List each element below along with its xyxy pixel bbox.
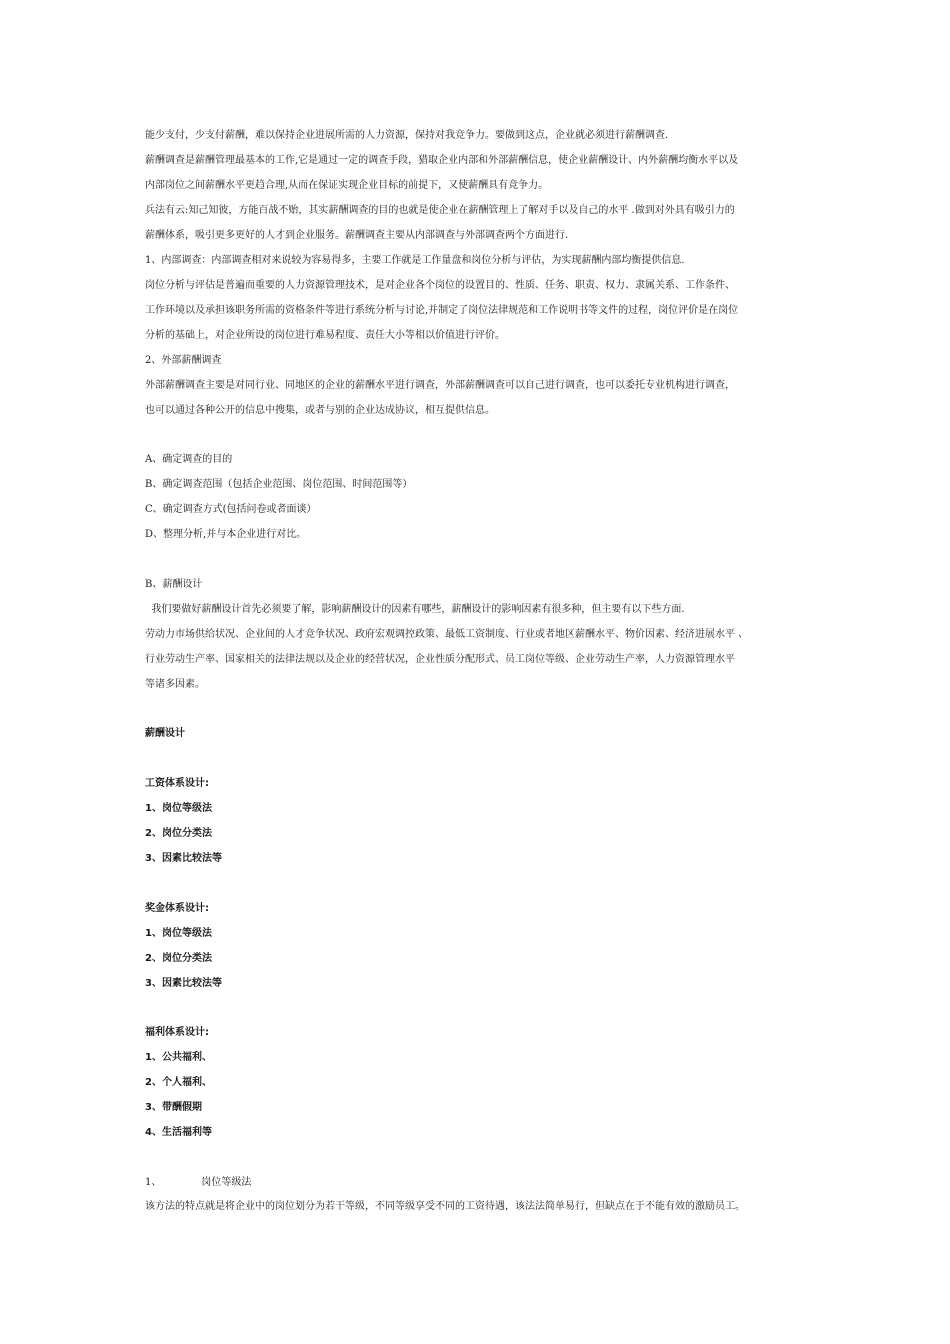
wage-system-heading: 工资体系设计:	[145, 778, 209, 789]
paragraph-line: 也可以通过各种公开的信息中搜集，或者与别的企业达成协议，相互提供信息。	[145, 405, 495, 416]
paragraph-line: 劳动力市场供给状况、企业间的人才竞争状况、政府宏观调控政策、最低工资制度、行业或者地区薪酬水平、物价因素、经济进展水平 、	[145, 629, 749, 640]
welfare-system-heading: 福利体系设计:	[145, 1027, 209, 1038]
list-item: B、确定调查范围（包括企业范围、岗位范围、时间范围等）	[145, 479, 413, 490]
paragraph-line: 工作环境以及承担该职务所需的资格条件等进行系统分析与讨论,并制定了岗位法律规范和工作说明书等文件的过程，岗位评价是在岗位	[145, 305, 739, 316]
paragraph-line: 能少支付，少支付薪酬，难以保持企业进展所需的人力资源，保持对我竞争力。要做到这点，企业就必须进行薪酬调查.	[145, 130, 669, 141]
list-item: A、确定调查的目的	[145, 454, 233, 465]
paragraph-line: 行业劳动生产率、国家相关的法律法规以及企业的经营状况，企业性质分配形式、员工岗位等级、企业劳动生产率，人力资源管理水平	[145, 654, 735, 665]
bonus-item: 2、岗位分类法	[145, 953, 212, 964]
welfare-item: 1、公共福利、	[145, 1052, 212, 1063]
bonus-item: 3、因素比较法等	[145, 978, 222, 989]
list-item: C、确定调查方式(包括问卷或者面谈）	[145, 504, 317, 515]
paragraph-line: 外部薪酬调查主要是对同行业、同地区的企业的薪酬水平进行调查，外部薪酬调查可以自己进行调查，也可以委托专业机构进行调查，	[145, 380, 735, 391]
salary-design-heading: 薪酬设计	[145, 728, 185, 739]
wage-item: 2、岗位分类法	[145, 828, 212, 839]
paragraph-line: 内部岗位之间薪酬水平更趋合理,从而在保证实现企业目标的前提下，又使薪酬具有竞争力。	[145, 180, 549, 191]
welfare-item: 3、带酬假期	[145, 1102, 202, 1113]
method-heading	[145, 1176, 251, 1190]
welfare-item: 4、生活福利等	[145, 1127, 212, 1138]
list-item: D、整理分析,并与本企业进行对比。	[145, 529, 307, 540]
paragraph-line: 薪酬体系，吸引更多更好的人才到企业服务。薪酬调查主要从内部调查与外部调查两个方面进行.	[145, 230, 569, 241]
bonus-item: 1、岗位等级法	[145, 928, 212, 939]
paragraph-line: 等诸多因素。	[145, 679, 205, 690]
bonus-system-heading: 奖金体系设计:	[145, 903, 209, 914]
method-title: 岗位等级法	[201, 1177, 252, 1188]
section-heading: B、薪酬设计	[145, 579, 203, 590]
paragraph-line: 分析的基础上，对企业所设的岗位进行难易程度、责任大小等相以价值进行评价。	[145, 330, 505, 341]
method-number: 1、	[145, 1177, 162, 1188]
paragraph-line: 我们要做好薪酬设计首先必须要了解，影响薪酬设计的因素有哪些，薪酬设计的影响因素有很多种，但主要有以下些方面.	[145, 604, 685, 615]
paragraph-line: 岗位分析与评估是普遍而重要的人力资源管理技术，是对企业各个岗位的设置目的、性质、任务、职责、权力、隶属关系、工作条件、	[145, 280, 735, 291]
welfare-item: 2、个人福利、	[145, 1077, 212, 1088]
paragraph-line: 1、内部调查：内部调查相对来说较为容易得多，主要工作就是工作量盘和岗位分析与评估，为实现薪酬内部均衡提供信息.	[145, 255, 685, 266]
wage-item: 3、因素比较法等	[145, 853, 222, 864]
section-heading: 2、外部薪酬调查	[145, 355, 222, 366]
method-description: 该方法的特点就是将企业中的岗位划分为若干等级，不同等级享受不同的工资待遇，该法法简单易行，但缺点在于不能有效的激励员工。	[145, 1201, 745, 1212]
wage-item: 1、岗位等级法	[145, 803, 212, 814]
paragraph-line: 薪酬调查是薪酬管理最基本的工作,它是通过一定的调查手段，猎取企业内部和外部薪酬信息，使企业薪酬设计、内外薪酬均衡水平以及	[145, 155, 739, 166]
paragraph-line: 兵法有云:知己知彼，方能百战不贻，其实薪酬调查的目的也就是使企业在薪酬管理上了解对手以及自己的水平 .做到对外具有吸引力的	[145, 205, 735, 216]
